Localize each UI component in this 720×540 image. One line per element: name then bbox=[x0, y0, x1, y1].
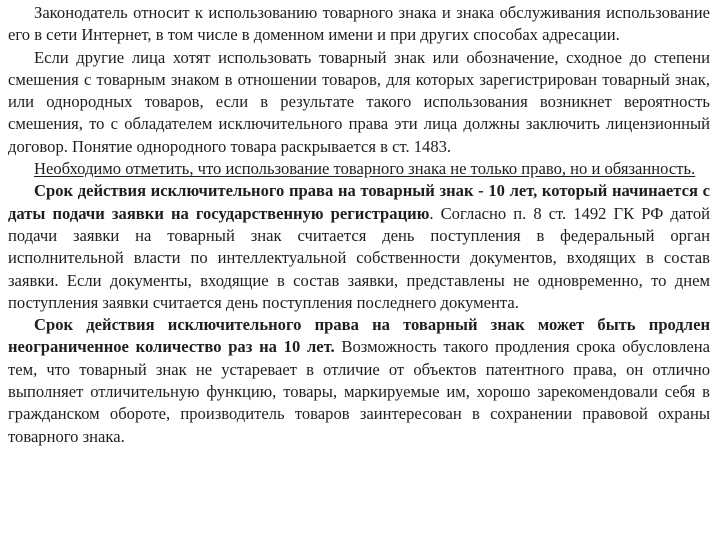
paragraph-internet-use bbox=[8, 2, 710, 47]
paragraph-text: Если другие лица хотят использовать товарный знак или обозначение, сходное до степени смешения с товарным знаком в отношении товаров, для которых зарегистрирован товарный знак, или однородных товаров, если в результате такого использования возникнет вероятность смешения, то с обладателем исключительного права эти лица должны заключить лицензионный договор. Понятие однородного товара раскрывается в ст. 1483. bbox=[8, 47, 710, 156]
underlined-text: Необходимо отметить, что использование товарного знака не только право, но и обязанность. bbox=[34, 159, 696, 179]
paragraph-obligation bbox=[8, 158, 710, 180]
paragraph-text: . Согласно п. 8 ст. 1492 ГК РФ датой подачи заявки на товарный знак считается день поступления в федеральный орган исполнительной власти по интеллектуальной собственности документов, входящих в состав заявки. Если документы, входящие в состав заявки, представлены не одновременно, то днем поступления заявки считается день поступления последнего документа. bbox=[8, 203, 711, 312]
paragraph-license-agreement bbox=[8, 47, 710, 158]
paragraph-term-extension bbox=[8, 314, 710, 448]
paragraph-text: Законодатель относит к использованию товарного знака и знака обслуживания использование его в сети Интернет, в том числе в доменном имени и при других способах адресации. bbox=[8, 3, 710, 45]
paragraph-text: Возможность такого продления срока обусловлена тем, что товарный знак не устаревает в отличие от объектов патентного права, он отлично выполняет отличительную функцию, товары, маркируемые им, хорошо зарекомендовали себя в гражданском обороте, производитель товаров заинтересован в сохранении правовой охраны товарного знака. bbox=[8, 337, 711, 446]
bold-text: Срок действия исключительного права на товарный знак может быть продлен неограниченное количество раз на 10 лет. bbox=[8, 315, 710, 357]
paragraph-term-ten-years bbox=[8, 180, 710, 314]
bold-text: Срок действия исключительного права на товарный знак - 10 лет, который начинается с даты подачи заявки на государственную регистрацию bbox=[8, 181, 710, 223]
